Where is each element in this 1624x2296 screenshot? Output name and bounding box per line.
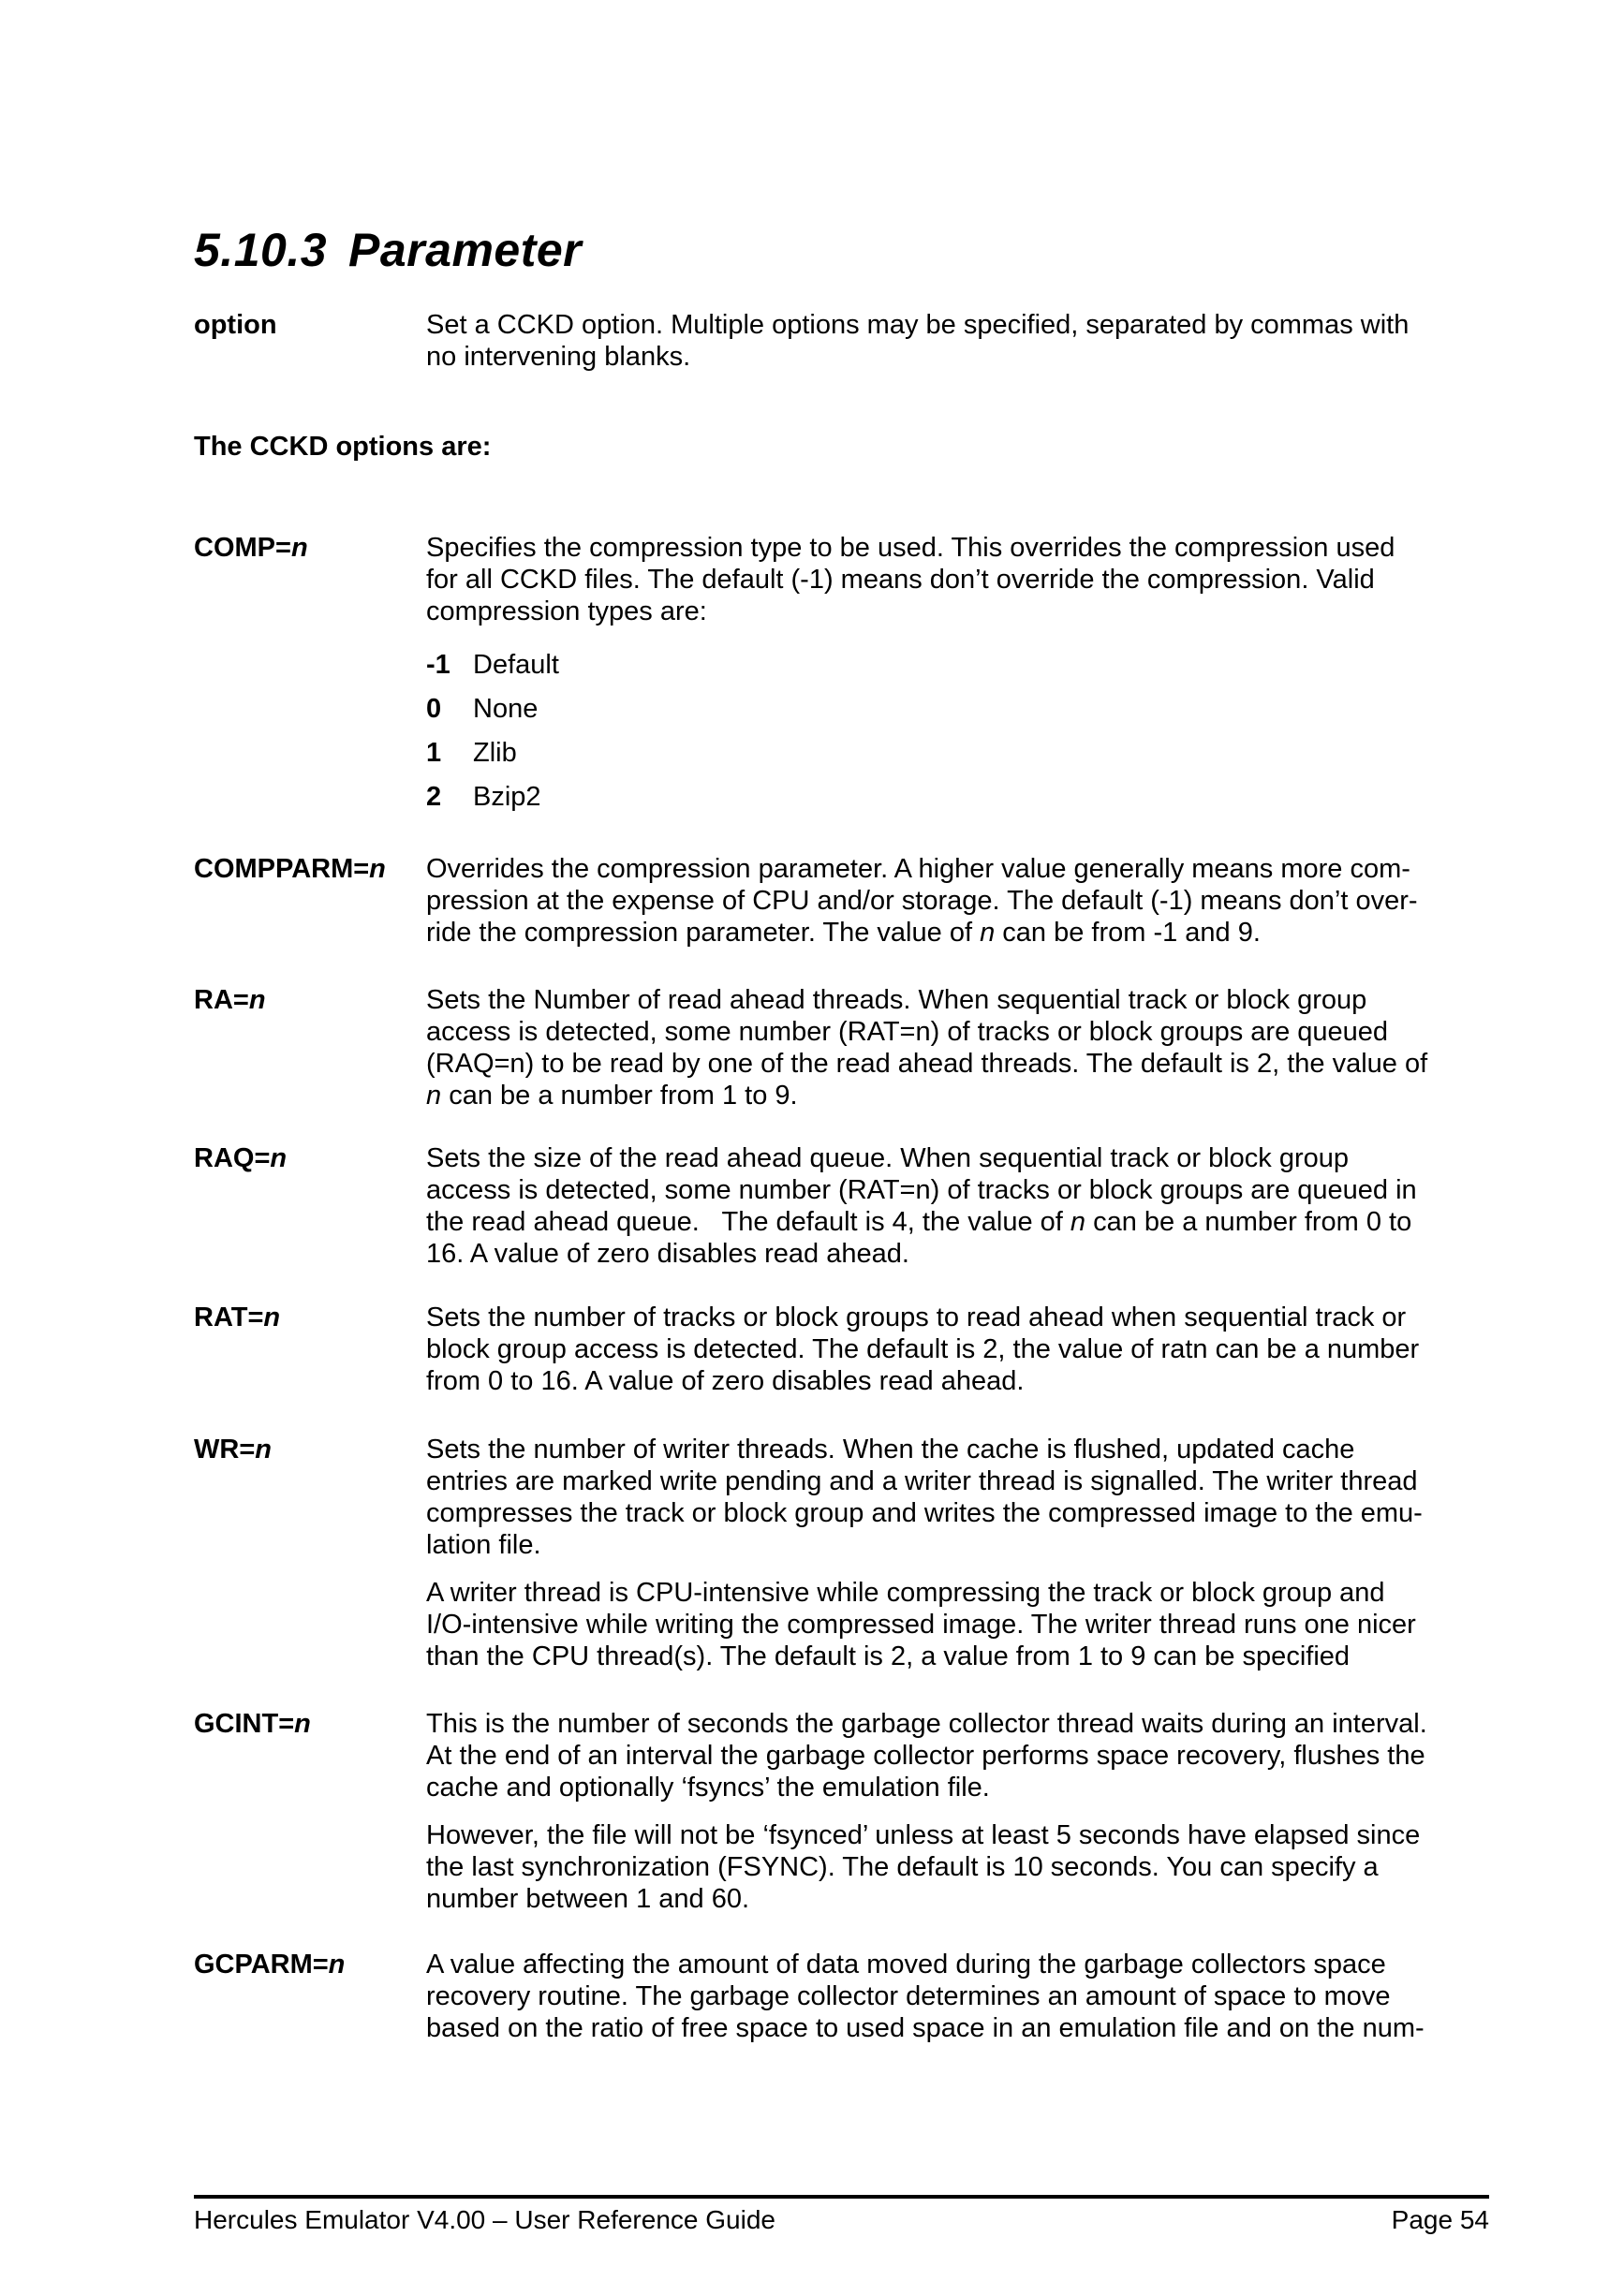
definition-description [426,1434,1489,1672]
definition-rat [194,1302,1489,1397]
paragraph: Overrides the compression parameter. A higher value generally means more com- pression at the expense of CPU and/or storage. The default (-1) means don’t over- ride the compression parameter. The value of n can be from -1 and 9. [426,854,1418,948]
definition-description [426,309,1489,373]
definition-ra [194,984,1489,1111]
section-title: Parameter [348,224,583,276]
value-code: 2 [426,782,442,812]
value-code: 0 [426,694,442,724]
value-list-item [426,781,1489,813]
definition-description [426,853,1489,949]
paragraph: A value affecting the amount of data moved during the garbage collectors space recovery routine. The garbage collector determines an amount of space to move based on the ratio of free space to used space in an emulation file and on the num- [426,1950,1425,2043]
paragraph: Sets the number of writer threads. When the cache is flushed, updated cache entries are marked write pending and a writer thread is signalled. The writer thread compresses the track or block group and writes the compressed image to the emu- lation file. [426,1435,1423,1560]
value-code: -1 [426,650,450,680]
section-heading [194,223,1489,277]
page-footer [194,2195,1489,2236]
paragraph: Specifies the compression type to be used. This overrides the compression used for all CCKD files. The default (-1) means don’t override the compression. Valid compression types are: [426,533,1395,626]
paragraph: A writer thread is CPU-intensive while compressing the track or block group and I/O-intensive while writing the compressed image. The writer thread runs one nicer than the CPU thread(s). The default is 2, a value from 1 to 9 can be specified [426,1578,1416,1671]
definition-term: COMPPARM=n [194,854,386,884]
options-subheading: The CCKD options are: [194,432,492,462]
value-label: Bzip2 [473,782,541,812]
content [194,309,1489,2044]
definition-compparm [194,853,1489,949]
section-number: 5.10.3 [194,224,328,276]
definition-wr [194,1434,1489,1672]
value-label: None [473,694,539,724]
definition-term: RAT=n [194,1303,281,1332]
footer-document-title: Hercules Emulator V4.00 – User Reference Guide [194,2205,775,2234]
definition-gcint [194,1708,1489,1915]
value-list-item [426,649,1489,681]
paragraph: Sets the number of tracks or block groups to read ahead when sequential track or block group access is detected. The default is 2, the value of ratn can be a number from 0 to 16. A value of zero disables read ahead. [426,1303,1420,1396]
value-label: Default [473,650,559,680]
definition-term: COMP=n [194,533,308,563]
definition-description [426,1949,1489,2044]
footer-row [194,2204,1489,2236]
definition-term: WR=n [194,1435,272,1464]
value-code: 1 [426,738,442,768]
value-label: Zlib [473,738,517,768]
definition-raq [194,1142,1489,1270]
value-list-item [426,737,1489,769]
definition-term: RA=n [194,985,266,1015]
paragraph: This is the number of seconds the garbage collector thread waits during an interval. At the end of an interval the garbage collector performs space recovery, flushes the cache and optionally ‘fsyncs’ the emulation file. [426,1709,1427,1803]
definition-term: GCINT=n [194,1709,311,1739]
value-list [426,649,1489,813]
paragraph: Sets the size of the read ahead queue. When sequential track or block group access is detected, some number (RAT=n) of tracks or block groups are queued in the read ahead queue. The default is 4, the value of n can be a number from 0 to 16. A value of zero disables read ahead. [426,1143,1417,1269]
definition-description [426,532,1489,813]
definition-term: GCPARM=n [194,1950,346,1980]
definition-gcparm [194,1949,1489,2044]
definition-description [426,1302,1489,1397]
definition-description [426,1142,1489,1270]
definition-description [426,984,1489,1111]
definition-description [426,1708,1489,1915]
footer-page-number: Page 54 [1391,2205,1489,2234]
paragraph: However, the file will not be ‘fsynced’ unless at least 5 seconds have elapsed since the last synchronization (FSYNC). The default is 10 seconds. You can specify a number between 1 and 60. [426,1820,1421,1914]
definition-term: RAQ=n [194,1143,288,1173]
definition-term: option [194,310,277,340]
paragraph: Set a CCKD option. Multiple options may be specified, separated by commas with no intervening blanks. [426,310,1410,372]
definition-option [194,309,1489,373]
footer-rule [194,2195,1489,2199]
definition-comp [194,532,1489,813]
paragraph: Sets the Number of read ahead threads. When sequential track or block group access is detected, some number (RAT=n) of tracks or block groups are queued (RAQ=n) to be read by one of the read ahead threads. The default is 2, the value of n can be a number from 1 to 9. [426,985,1428,1111]
value-list-item [426,693,1489,725]
